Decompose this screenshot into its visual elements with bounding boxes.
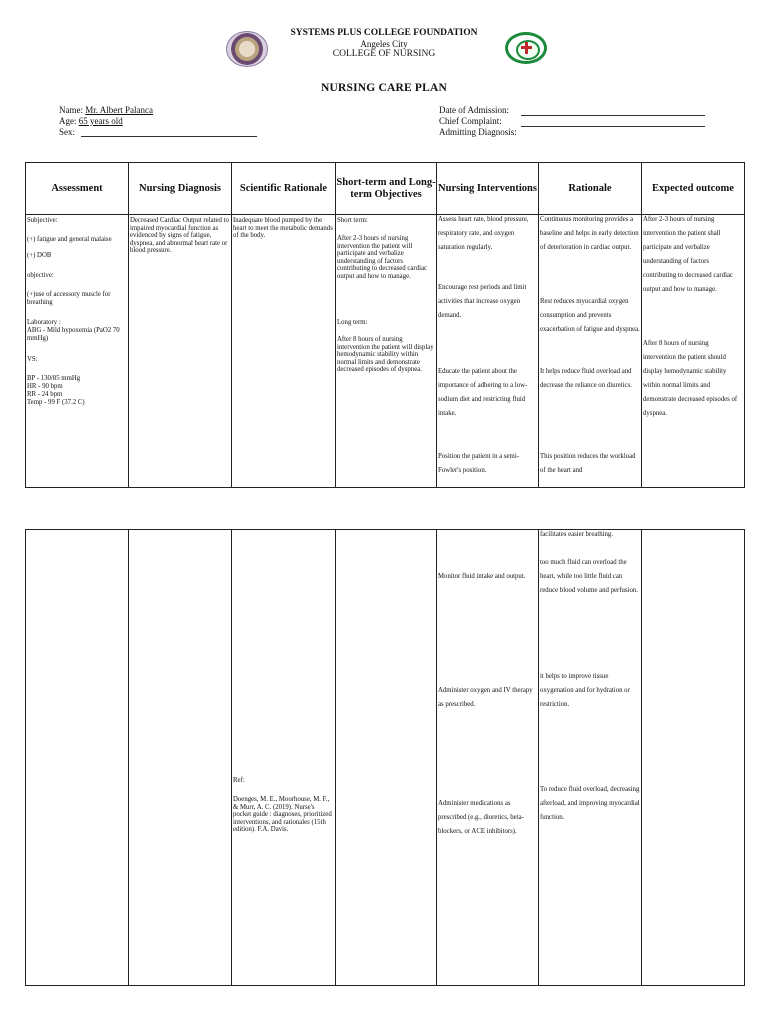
assessment-cont-cell: [26, 530, 129, 986]
nursing-diagnosis-cell: Decreased Cardiac Output related to impaired myocardial function as evidenced by signs of fatigue, dyspnea, and abnormal heart rate or blood pressure.: [129, 215, 232, 488]
col-expected-outcome: Expected outcome: [642, 163, 745, 215]
rationale-cont-cell: facilitates easier breathing. too much fluid can overload the heart, while too little fluid can reduce blood volume and perfusion. it helps to improve tissue oxygenation and for hydration or restriction. To reduce fluid overload, decreasing afterload, and improving myocardial function.: [539, 530, 642, 986]
objectives-cell: Short term: After 2-3 hours of nursing intervention the patient will participate and verbalize understanding of factors contributing to decreased cardiac output and how to manage. Long term: After 8 hours of nursing intervention the patient will display hemodynamic stability within normal limits and demonstrate decreased episodes of dyspnea.: [336, 215, 437, 488]
care-plan-continuation-table: [25, 529, 745, 986]
col-nursing-diagnosis: Nursing Diagnosis: [129, 163, 232, 215]
col-objectives: Short-term and Long-term Objectives: [336, 163, 437, 215]
admission-blank-line: [521, 115, 705, 116]
assessment-cell: Subjective: (+) fatigue and general malaise (+) DOB objective: (+)use of accessory muscle for breathing Laboratory : ABG - Mild hypoxemia (PaO2 70 mmHg) VS: BP - 130/85 mmHg HR - 90 bpm RR - 24 bpm Temp - 99 F (37.2 C): [26, 215, 129, 488]
school-name: SYSTEMS PLUS COLLEGE FOUNDATION: [290, 28, 478, 38]
col-nursing-interventions: Nursing Interventions: [437, 163, 539, 215]
school-city: Angeles City: [360, 39, 408, 49]
outcome-cont-cell: [642, 530, 745, 986]
expected-outcome-cell: After 2-3 hours of nursing intervention the patient shall participate and verbalize understanding of factors contributing to decreased cardiac output and how to manage. After 8 hours of nursing intervention the patient should display hemodynamic stability within normal limits and demonstrate decreased episodes of dyspnea.: [642, 215, 745, 488]
patient-age-value: 65 years old: [78, 116, 123, 126]
reference-label: Ref:: [233, 777, 245, 784]
interventions-cell: Assess heart rate, blood pressure, respiratory rate, and oxygen saturation regularly. Encourage rest periods and limit activities that increase oxygen demand. Educate the patient about the importance of adhering to a low-sodium diet and restricting fluid intake. Position the patient in a semi-Fowler's position.: [437, 215, 539, 488]
reference-cell: [232, 530, 336, 986]
care-plan-table: [25, 162, 745, 488]
college-name: COLLEGE OF NURSING: [332, 49, 436, 59]
objectives-cont-cell: [336, 530, 437, 986]
admitting-diagnosis-label: Admitting Diagnosis:: [439, 127, 517, 137]
interventions-cont-cell: Monitor fluid intake and output. Administer oxygen and IV therapy as prescribed. Administer medications as prescribed (e.g., diuretics, beta-blockers, or ACE inhibitors).: [437, 530, 539, 986]
col-assessment: Assessment: [26, 163, 129, 215]
chief-complaint-label: Chief Complaint:: [439, 116, 502, 126]
rationale-cell: Continuous monitoring provides a baseline and helps in early detection of deterioration in cardiac output. Rest reduces myocardial oxygen consumption and prevents exacerbation of fatigue and dyspnea. It helps reduce fluid overload and decrease the reliance on diuretics. This position reduces the workload of the heart and: [539, 215, 642, 488]
reference-text: Doenges, M. E., Moorhouse, M. F., & Murr, A. C. (2019). Nurse's pocket guide : diagnoses, prioritized interventions, and rationales (15th edition). F.A. Davis.: [233, 796, 332, 834]
diagnosis-cont-cell: [129, 530, 232, 986]
complaint-blank-line: [521, 126, 705, 127]
patient-name-row: Name: Mr. Albert Palanca: [59, 105, 153, 115]
admission-date-label: Date of Admission:: [439, 105, 509, 115]
patient-name-value: Mr. Albert Palanca: [85, 105, 153, 115]
col-rationale: Rationale: [539, 163, 642, 215]
patient-age-row: Age: 65 years old: [59, 116, 123, 126]
patient-sex-row: Sex:: [59, 127, 76, 137]
sex-blank-line: [81, 136, 257, 137]
scientific-rationale-cell: Inadequate blood pumped by the heart to meet the metabolic demands of the body.: [232, 215, 336, 488]
col-scientific-rationale: Scientific Rationale: [232, 163, 336, 215]
page-title: NURSING CARE PLAN: [320, 82, 448, 94]
